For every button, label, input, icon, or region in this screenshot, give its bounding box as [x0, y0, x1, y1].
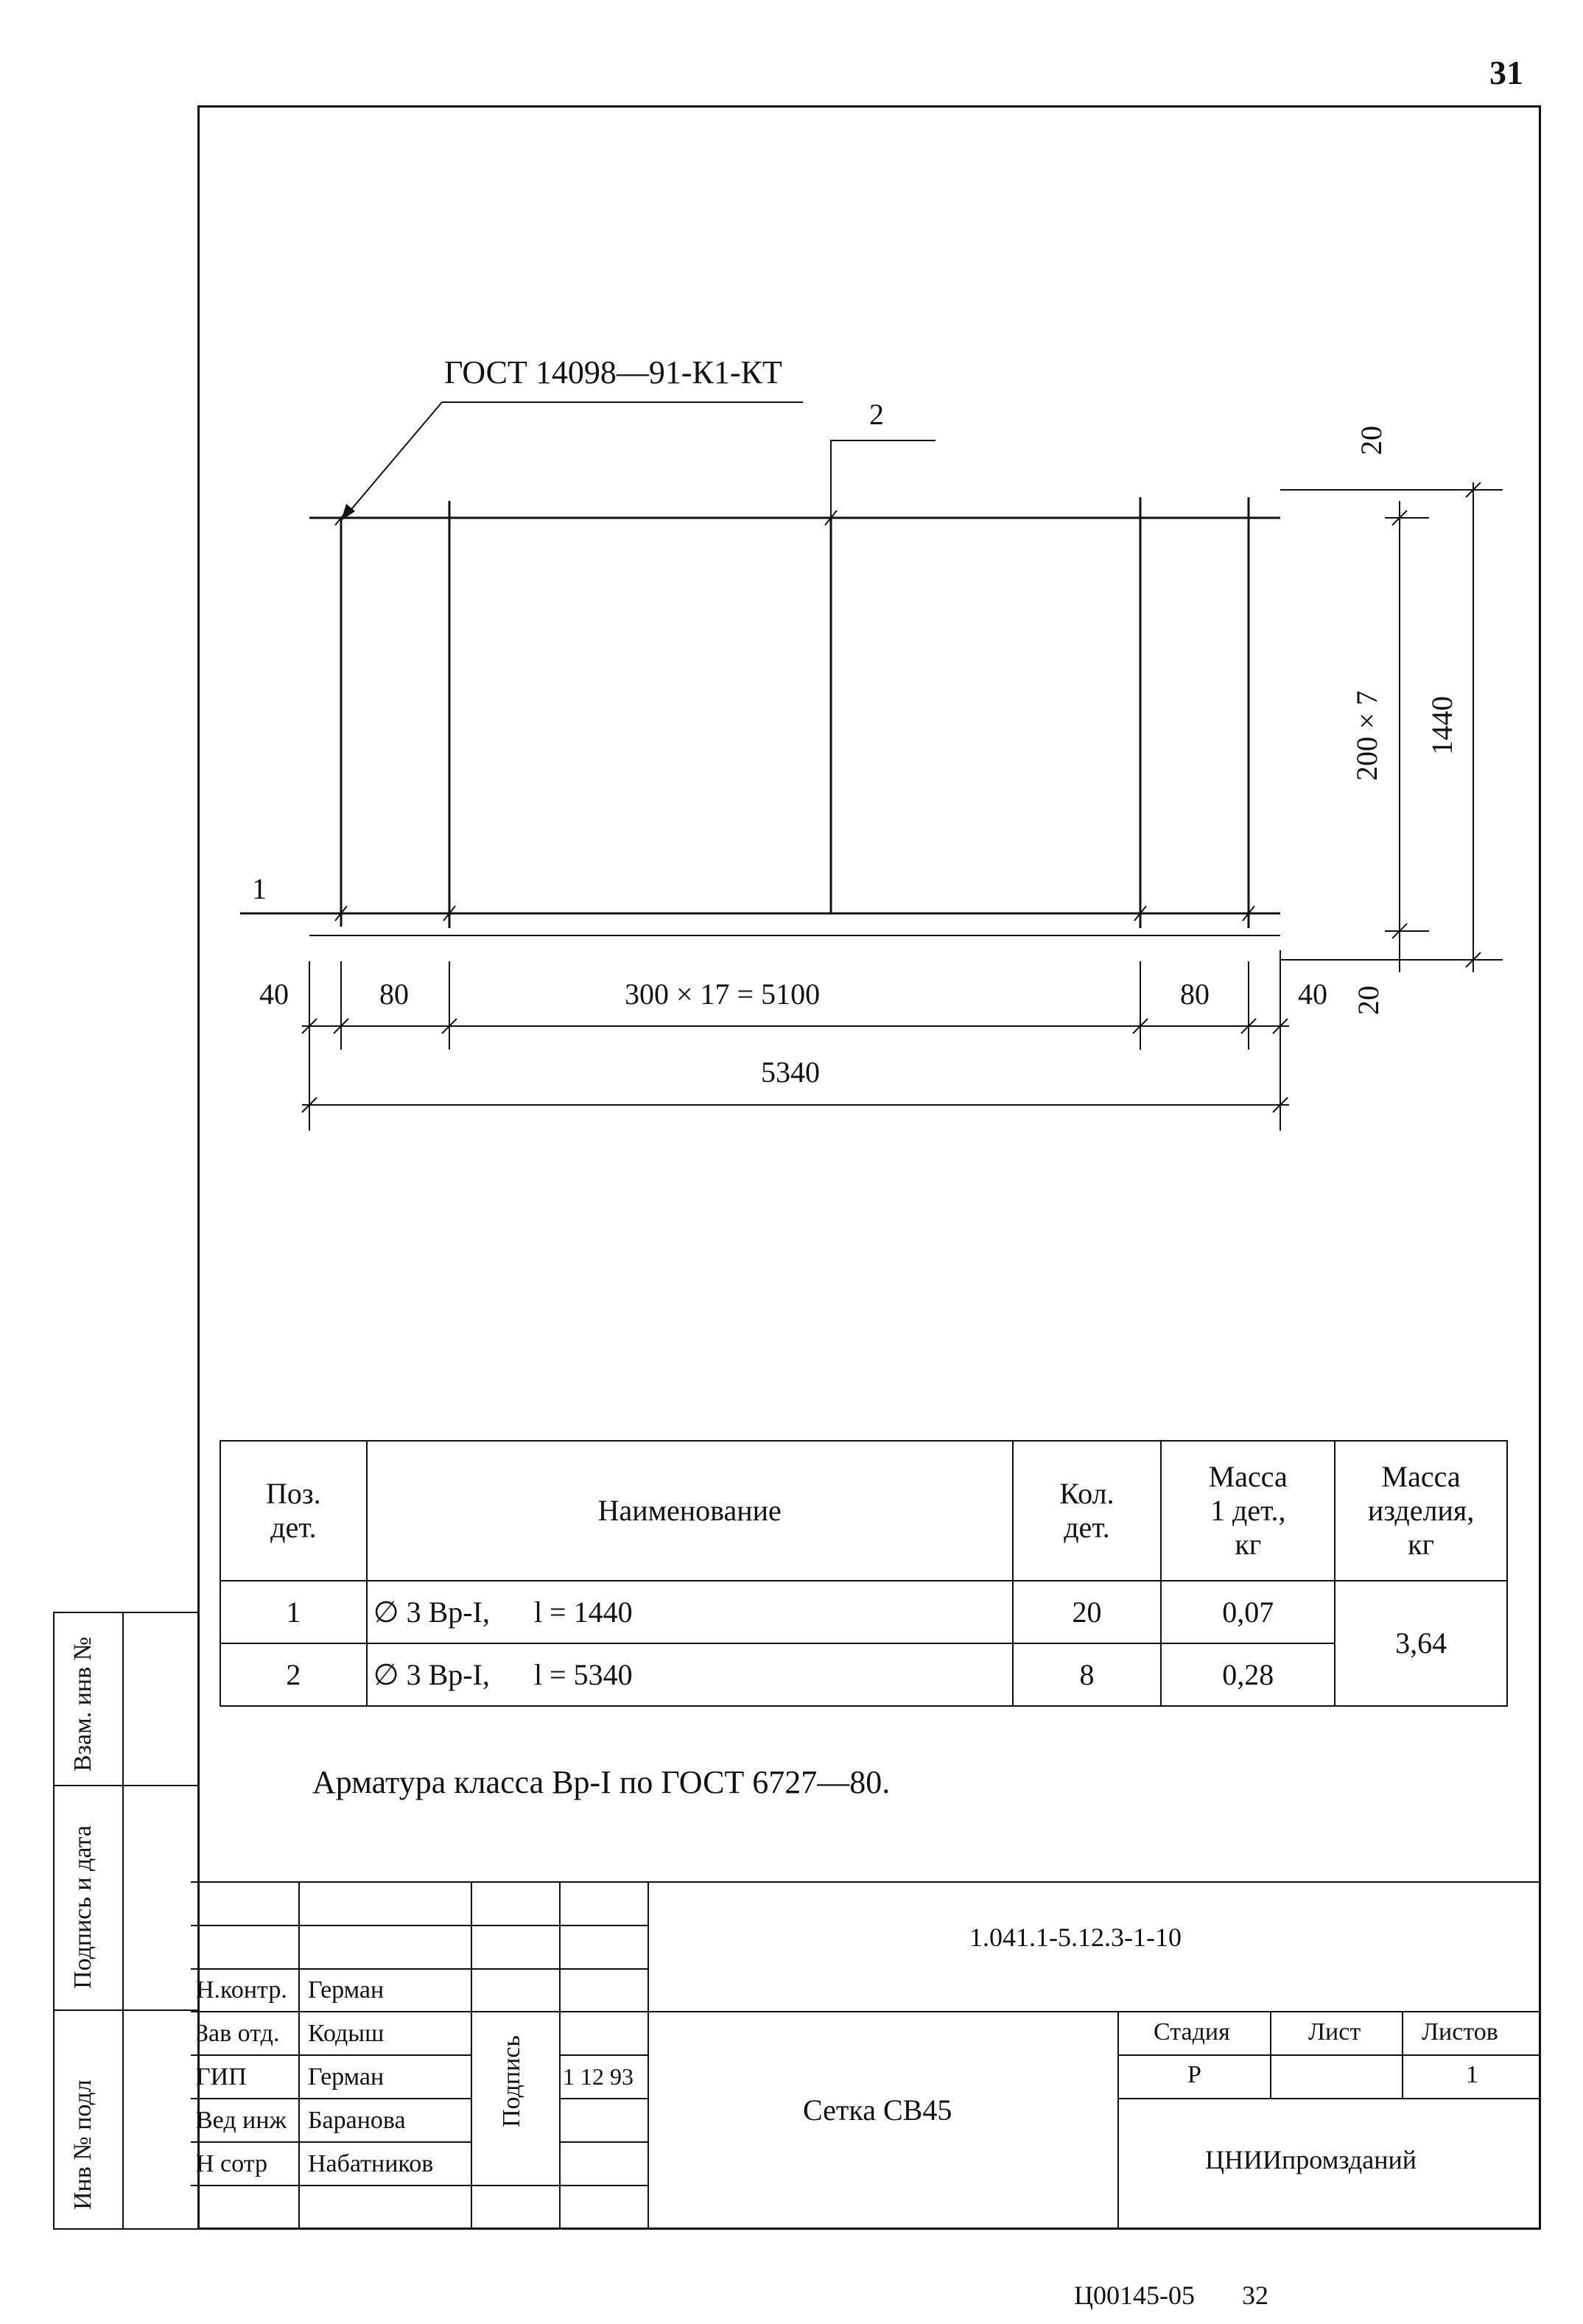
- title-block-line: [1117, 2054, 1541, 2056]
- title-block-line: [1117, 2098, 1541, 2099]
- doc-code: 1.041.1-5.12.3-1-10: [969, 1923, 1182, 1952]
- dim-total: 5340: [761, 1056, 820, 1089]
- side-podpis-label: Подпись и дата: [69, 1825, 96, 1989]
- name-gip: Герман: [308, 2063, 385, 2090]
- spec-header-row: [220, 1441, 1507, 1581]
- total-mass: 3,64: [1335, 1581, 1507, 1706]
- role-vedinzh: Вед инж: [196, 2107, 287, 2134]
- row2-length: l = 5340: [533, 1657, 633, 1691]
- title-block-line: [191, 2185, 647, 2186]
- row1-name-cell: [367, 1581, 1013, 1643]
- title-block-line: [191, 2098, 471, 2099]
- role-gip: ГИП: [196, 2063, 247, 2090]
- role-nsotr: Н сотр: [196, 2150, 267, 2177]
- name-zavotd: Кодыш: [308, 2020, 385, 2047]
- sign-date: 1 12 93: [563, 2063, 633, 2090]
- sheets-value: 1: [1466, 2061, 1478, 2088]
- footer-page: 32: [1242, 2281, 1268, 2310]
- header-name: Наименование: [367, 1441, 1013, 1581]
- header-pos: Поз. дет.: [220, 1441, 367, 1581]
- sheets-label: Листов: [1422, 2018, 1498, 2046]
- page-number: 31: [1489, 54, 1523, 91]
- side-vzam-label: Взам. инв №: [69, 1636, 96, 1772]
- row1-length: l = 1440: [533, 1595, 633, 1629]
- row1-pos: 1: [220, 1581, 367, 1643]
- footer-code: Ц00145-05: [1074, 2281, 1195, 2310]
- organization: ЦНИИпромзданий: [1205, 2145, 1417, 2174]
- gost-leader: [345, 402, 442, 517]
- dim-right-80: 80: [1180, 977, 1210, 1011]
- title-block-line: [559, 2141, 647, 2143]
- role-zavotd: Зав отд.: [196, 2020, 280, 2047]
- side-stamp-divider: [53, 1785, 197, 1786]
- row1-name: ∅ 3 Вр-I,: [373, 1595, 490, 1629]
- reinforcement-note: Арматура класса Вр-I по ГОСТ 6727—80.: [312, 1764, 891, 1800]
- title-block-line: [1402, 2011, 1403, 2098]
- title-block-line: [559, 2098, 647, 2099]
- row2-pos: 2: [220, 1643, 367, 1706]
- title-block-line: [191, 1968, 647, 1970]
- title-block: [191, 1881, 1541, 2231]
- title-block-line: [471, 1881, 472, 2230]
- row1-qty: 20: [1013, 1581, 1162, 1643]
- dim-left-80: 80: [379, 977, 409, 1011]
- title-block-line: [298, 1881, 300, 2230]
- header-mass-item: Масса изделия, кг: [1335, 1441, 1507, 1581]
- row2-name: ∅ 3 Вр-I,: [373, 1657, 490, 1691]
- title-block-line: [191, 2141, 471, 2143]
- name-nkontr: Герман: [308, 1976, 385, 2004]
- row1-mass: 0,07: [1161, 1581, 1335, 1643]
- dim-200x7: 200 × 7: [1350, 690, 1383, 781]
- role-nkontr: Н.контр.: [196, 1976, 287, 2004]
- header-qty: Кол. дет.: [1013, 1441, 1162, 1581]
- dim-right-40: 40: [1298, 977, 1327, 1011]
- header-mass-one: Масса 1 дет., кг: [1161, 1441, 1335, 1581]
- dim-top-20: 20: [1355, 426, 1388, 455]
- stage-label: Стадия: [1154, 2018, 1230, 2046]
- pos2-leader: [831, 440, 936, 518]
- stage-value: Р: [1187, 2061, 1201, 2088]
- title-block-line: [1117, 2011, 1119, 2230]
- side-inv-label: Инв № подл: [69, 2079, 96, 2210]
- spec-table: [220, 1440, 1508, 1707]
- title-block-line: [647, 1881, 649, 2230]
- name-nsotr: Набатников: [308, 2150, 434, 2177]
- row2-qty: 8: [1013, 1643, 1162, 1706]
- drawing-title: Сетка СВ45: [803, 2093, 952, 2127]
- dim-bottom-20: 20: [1352, 986, 1385, 1015]
- name-vedinzh: Баранова: [308, 2107, 406, 2134]
- dim-1440: 1440: [1425, 696, 1459, 755]
- title-block-line: [191, 1925, 647, 1926]
- side-stamp-divider: [53, 2009, 197, 2011]
- dim-left-40: 40: [259, 977, 289, 1011]
- pos-2-label: 2: [869, 398, 884, 431]
- title-block-line: [191, 2011, 1541, 2012]
- table-row: [220, 1581, 1507, 1643]
- row2-name-cell: [367, 1643, 1013, 1706]
- title-block-line: [559, 1881, 561, 2230]
- gost-mark-label: ГОСТ 14098—91-К1-КТ: [444, 354, 782, 390]
- side-stamp-divider: [122, 1612, 124, 2230]
- row2-mass: 0,28: [1161, 1643, 1335, 1706]
- podpis-label: Подпись: [498, 2035, 525, 2127]
- pos-1-label: 1: [252, 872, 267, 905]
- title-block-line: [1270, 2011, 1271, 2098]
- sheet-label: Лист: [1308, 2018, 1361, 2046]
- table-row: [220, 1643, 1507, 1706]
- dim-middle: 300 × 17 = 5100: [625, 977, 821, 1011]
- title-block-line: [191, 2054, 471, 2056]
- title-block-line: [559, 2054, 647, 2056]
